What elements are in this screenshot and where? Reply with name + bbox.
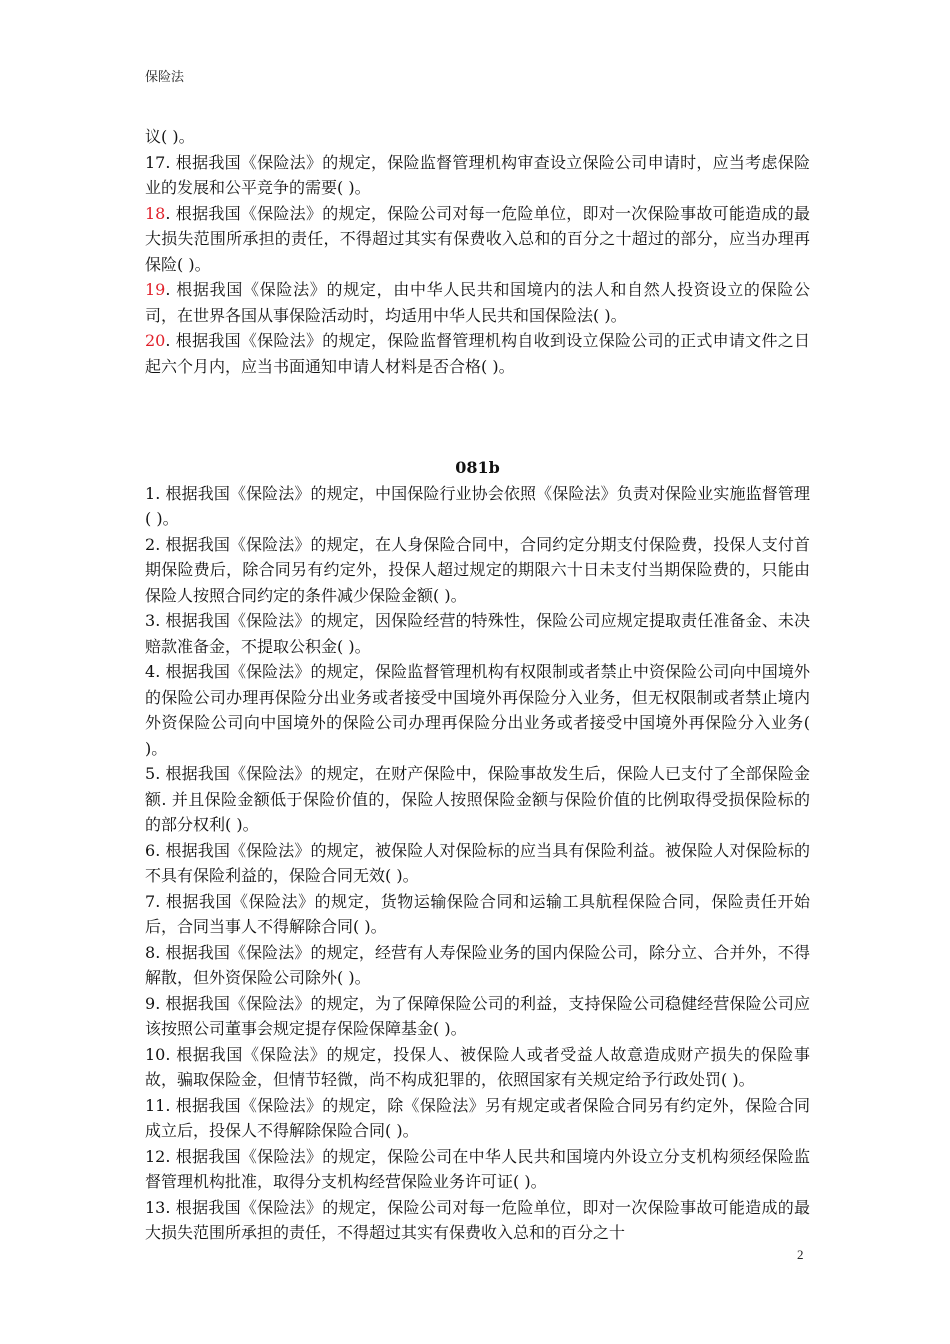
question-text: . 根据我国《保险法》的规定，保险公司对每一危险单位，即对一次保险事故可能造成的最大损失范围所承担的责任，不得超过其实有保费收入总和的百分之十 [145,1197,810,1242]
question-item [145,1093,810,1144]
question-number: 18 [145,203,166,223]
section-gap [145,379,810,455]
section-title: 081b [455,458,500,477]
question-item [145,201,810,278]
carryover-line: 议( )。 [145,127,195,146]
question-text: . 根据我国《保险法》的规定，保险公司在中华人民共和国境内外设立分支机构须经保险监督管理机构批准，取得分支机构经营保险业务许可证( )。 [145,1146,810,1191]
document-body [145,124,810,1246]
question-item [145,761,810,838]
question-number: 12 [145,1146,166,1166]
question-item [145,889,810,940]
question-number: 8 [145,942,156,962]
question-item [145,608,810,659]
question-text: . 根据我国《保险法》的规定，除《保险法》另有规定或者保险合同另有约定外，保险合同成立后，投保人不得解除保险合同( )。 [145,1095,810,1140]
question-number: 13 [145,1197,166,1217]
question-number: 1 [145,483,156,503]
question-item [145,1144,810,1195]
question-item [145,1195,810,1246]
question-item [145,150,810,201]
question-number: 3 [145,611,156,630]
question-text: . 根据我国《保险法》的规定，在人身保险合同中，合同约定分期支付保险费，投保人支付首期保险费后，除合同另有约定外，投保人超过规定的期限六十日未支付当期保险费的，只能由保险人按照合同约定的条件减少保险金额( )。 [145,534,810,605]
question-item [145,991,810,1042]
question-number: 11 [145,1095,166,1115]
question-item [145,1042,810,1093]
page-header: 保险法 [145,70,185,85]
question-text: . 根据我国《保险法》的规定，为了保障保险公司的利益，支持保险公司稳健经营保险公司应该按照公司董事会规定提存保险保障基金( )。 [145,993,810,1038]
question-item [145,940,810,991]
question-number: 17 [145,152,166,172]
question-number: 10 [145,1044,166,1064]
question-number: 19 [145,280,166,299]
question-text: . 根据我国《保险法》的规定，货物运输保险合同和运输工具航程保险合同，保险责任开始后，合同当事人不得解除合同( )。 [145,891,810,936]
question-number: 5 [145,764,156,783]
question-item [145,838,810,889]
question-text: . 根据我国《保险法》的规定，保险监督管理机构审查设立保险公司申请时，应当考虑保险业的发展和公平竞争的需要( )。 [145,152,810,197]
question-text: . 根据我国《保险法》的规定，在财产保险中，保险事故发生后，保险人已支付了全部保险金额. 并且保险金额低于保险价值的，保险人按照保险金额与保险价值的比例取得受损保险标的的部分权利( )。 [145,764,810,834]
question-item [145,277,810,328]
items-top-list [145,150,810,380]
question-number: 7 [145,891,156,911]
question-text: . 根据我国《保险法》的规定，由中华人民共和国境内的法人和自然人投资设立的保险公司，在世界各国从事保险活动时，均适用中华人民共和国保险法( )。 [145,280,810,325]
question-item [145,532,810,609]
page-number: 2 [797,1247,804,1262]
question-number: 2 [145,534,156,554]
question-text: . 根据我国《保险法》的规定，被保险人对保险标的应当具有保险利益。被保险人对保险标的不具有保险利益的，保险合同无效( )。 [145,840,810,885]
question-number: 9 [145,993,156,1013]
question-item [145,659,810,761]
items-bottom-list [145,481,810,1246]
question-item [145,481,810,532]
question-number: 4 [145,662,156,681]
question-text: . 根据我国《保险法》的规定，保险监督管理机构自收到设立保险公司的正式申请文件之日起六个月内，应当书面通知申请人材料是否合格( )。 [145,331,810,376]
question-text: . 根据我国《保险法》的规定，中国保险行业协会依照《保险法》负责对保险业实施监督管理( )。 [145,483,810,528]
question-text: . 根据我国《保险法》的规定，因保险经营的特殊性，保险公司应规定提取责任准备金、未决赔款准备金，不提取公积金( )。 [145,611,810,656]
question-item [145,328,810,379]
question-text: . 根据我国《保险法》的规定，经营有人寿保险业务的国内保险公司，除分立、合并外，不得解散，但外资保险公司除外( )。 [145,942,810,987]
question-text: . 根据我国《保险法》的规定，保险公司对每一危险单位，即对一次保险事故可能造成的最大损失范围所承担的责任，不得超过其实有保费收入总和的百分之十超过的部分，应当办理再保险( )。 [145,203,810,274]
question-text: . 根据我国《保险法》的规定，保险监督管理机构有权限制或者禁止中资保险公司向中国境外的保险公司办理再保险分出业务或者接受中国境外再保险分入业务，但无权限制或者禁止境内外资保险公司向中国境外的保险公司办理再保险分出业务或者接受中国境外再保险分入业务( )。 [145,662,810,758]
question-text: . 根据我国《保险法》的规定，投保人、被保险人或者受益人故意造成财产损失的保险事故，骗取保险金，但情节轻微，尚不构成犯罪的，依照国家有关规定给予行政处罚( )。 [145,1044,810,1089]
question-number: 6 [145,840,156,860]
question-number: 20 [145,331,166,350]
